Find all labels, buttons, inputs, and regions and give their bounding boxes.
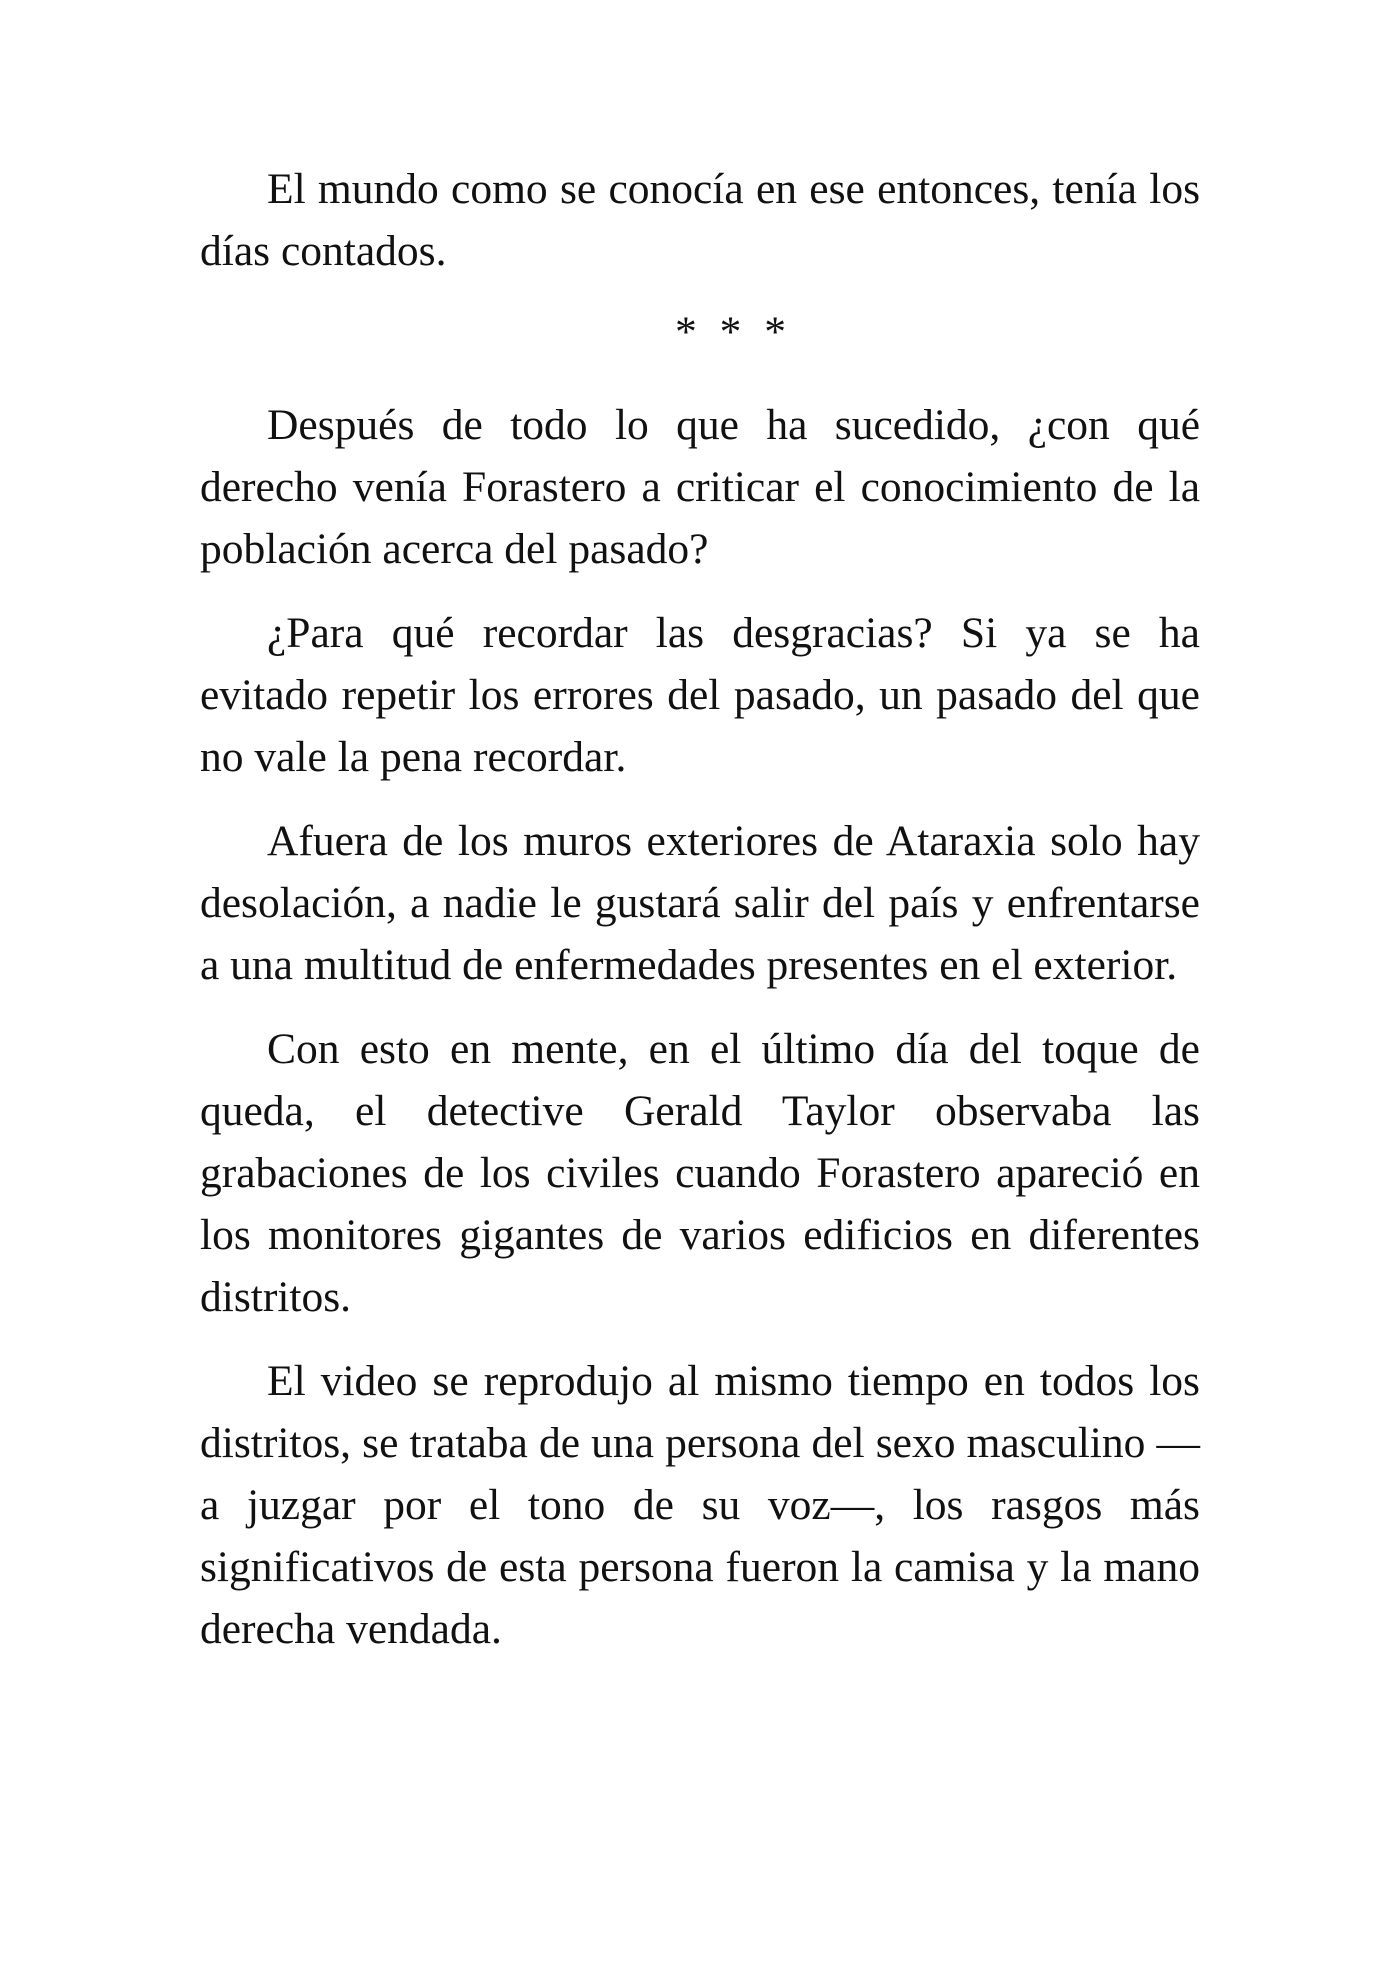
page-text [200, 158, 1200, 1682]
paragraph-1: El mundo como se conocía en ese entonces, tenía los días contados. [200, 165, 1200, 275]
section-separator: * * * [675, 308, 792, 356]
paragraph-3: ¿Para qué recordar las desgracias? Si ya se ha evitado repetir los errores del pasado, un pasado del que no vale la pena recordar. [200, 609, 1200, 781]
paragraph-5: Con esto en mente, en el último día del toque de queda, el detective Gerald Taylor observaba las grabaciones de los civiles cuando Forastero apareció en los monitores gigantes de varios edificios en diferentes distritos. [200, 1025, 1200, 1321]
paragraph-4: Afuera de los muros exteriores de Ataraxia solo hay desolación, a nadie le gustará salir del país y enfrentarse a una multitud de enfermedades presentes en el exterior. [200, 817, 1200, 989]
paragraph-6: El video se reprodujo al mismo tiempo en todos los distritos, se trataba de una persona del sexo masculino —a juzgar por el tono de su voz—, los rasgos más significativos de esta persona fueron la camisa y la mano derecha vendada. [200, 1357, 1200, 1653]
paragraph-2: Después de todo lo que ha sucedido, ¿con qué derecho venía Forastero a criticar el conocimiento de la población acerca del pasado? [200, 401, 1200, 573]
